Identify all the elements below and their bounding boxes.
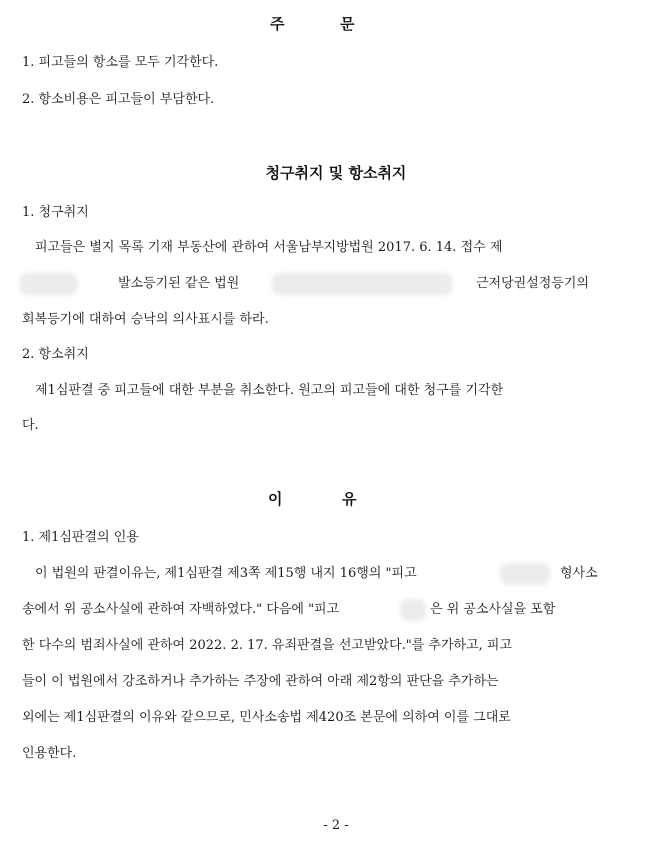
reasons-line-1b: 형사소 [560, 566, 598, 581]
reasons-line-1a: 이 법원의 판결이유는, 제1심판결 제3쪽 제15행 내지 16행의 "피고 [35, 566, 417, 581]
redaction-block [400, 599, 426, 621]
reasons-line-2b: 은 위 공소사실을 포함 [430, 602, 556, 617]
claim-line-3: 회복등기에 대하여 승낙의 의사표시를 하라. [22, 312, 269, 327]
claim-line-1: 피고들은 별지 목록 기재 부동산에 관하여 서울남부지방법원 2017. 6. 14. 접수 제 [35, 240, 503, 255]
claim-line-2a: 발소등기된 같은 법원 [118, 276, 240, 291]
redaction-block [20, 273, 78, 295]
reasons-heading-right: 유 [342, 490, 357, 508]
ruling-heading-left: 주 [270, 15, 285, 33]
reasons-heading-left: 이 [268, 490, 283, 508]
page-number: - 2 - [323, 818, 349, 833]
reasons-line-2a: 송에서 위 공소사실에 관하여 자백하였다." 다음에 "피고 [22, 602, 340, 617]
appeal-line-1: 제1심판결 중 피고들에 대한 부분을 취소한다. 원고의 피고들에 대한 청구를 기각한 [35, 383, 504, 398]
reasons-line-3: 한 다수의 범죄사실에 관하여 2022. 2. 17. 유죄판결을 선고받았다."를 추가하고, 피고 [22, 638, 513, 653]
appeal-title: 2. 항소취지 [22, 347, 89, 362]
redaction-block [272, 273, 452, 295]
claim-title: 1. 청구취지 [22, 205, 89, 220]
ruling-item-2: 2. 항소비용은 피고들이 부담한다. [22, 92, 215, 107]
claims-heading: 청구취지 및 항소취지 [265, 164, 407, 182]
reasons-line-4: 들이 이 법원에서 강조하거나 추가하는 주장에 관하여 아래 제2항의 판단을 추가하는 [22, 674, 499, 689]
claim-line-2b: 근저당권설정등기의 [476, 276, 590, 291]
reasons-line-5: 외에는 제1심판결의 이유와 같으므로, 민사소송법 제420조 본문에 의하여 이를 그대로 [22, 710, 511, 725]
ruling-heading-right: 문 [340, 15, 355, 33]
ruling-item-1: 1. 피고들의 항소를 모두 기각한다. [22, 55, 219, 70]
reasons-title: 1. 제1심판결의 인용 [22, 530, 139, 545]
redaction-block [500, 563, 550, 585]
reasons-line-6: 인용한다. [22, 746, 77, 761]
appeal-line-2: 다. [22, 418, 39, 433]
